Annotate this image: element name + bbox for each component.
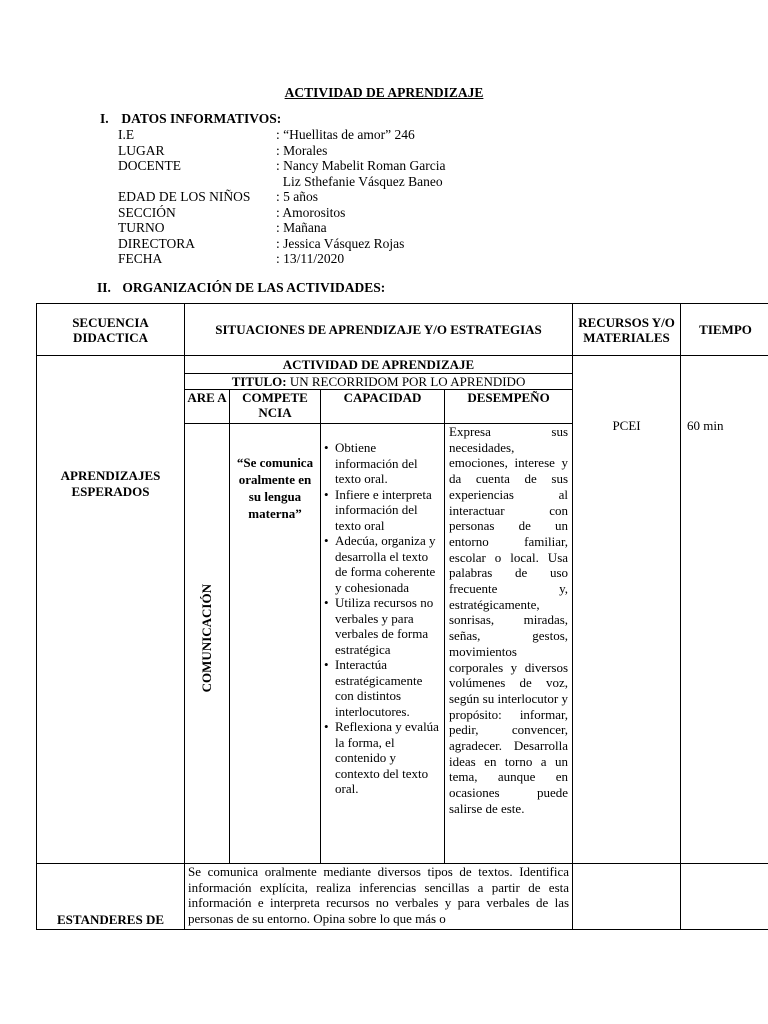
empty-cell bbox=[681, 864, 768, 930]
capacidad-cell bbox=[321, 424, 445, 864]
info-value: Liz Sthefanie Vásquez Baneo bbox=[276, 173, 443, 189]
recursos-value: PCEI bbox=[573, 356, 681, 864]
info-row-fecha bbox=[118, 251, 445, 267]
document-title: ACTIVIDAD DE APRENDIZAJE bbox=[284, 85, 484, 100]
section-datos-heading bbox=[100, 111, 281, 127]
empty-cell bbox=[37, 356, 185, 374]
col-competencia-header: COMPETE NCIA bbox=[230, 390, 321, 424]
info-label: SECCIÓN bbox=[118, 204, 176, 220]
section-label: DATOS INFORMATIVOS: bbox=[121, 111, 282, 126]
info-value: : “Huellitas de amor” 246 bbox=[276, 127, 415, 142]
list-item: • Utiliza recursos no verbales y para verbales de forma estratégica bbox=[322, 595, 442, 657]
header-tiempo: TIEMPO bbox=[681, 304, 768, 356]
list-item: • Interactúa estratégicamente con distintos interlocutores. bbox=[322, 657, 442, 719]
info-row-docente bbox=[118, 158, 445, 174]
info-label: EDAD DE LOS NIÑOS bbox=[118, 189, 251, 204]
competencia-value: “Se comunica oralmente en su lengua materna” bbox=[230, 424, 321, 864]
titulo-value: UN RECORRIDOM POR LO APRENDIDO bbox=[286, 373, 526, 389]
area-cell bbox=[185, 424, 230, 864]
capacidad-list bbox=[322, 440, 442, 797]
col-desempeno-header: DESEMPEÑO bbox=[445, 390, 573, 424]
info-value: : Morales bbox=[276, 142, 328, 158]
info-row-ie bbox=[118, 127, 445, 143]
info-label: DIRECTORA bbox=[118, 235, 196, 251]
estandar-value: Se comunica oralmente mediante diversos tipos de textos. Identifica información explícita, realiza inferencias sencillas a partir de esta información e interpreta recursos no verbales y para verbales de las personas de su entorno. Opina sobre lo que más o bbox=[185, 864, 573, 930]
table-row-actividad bbox=[37, 356, 768, 374]
info-row-turno bbox=[118, 220, 445, 236]
info-block bbox=[118, 127, 445, 267]
info-row-docente-2 bbox=[118, 174, 445, 190]
col-capacidad-header: CAPACIDAD bbox=[321, 390, 445, 424]
area-value: COMUNICACIÓN bbox=[199, 584, 214, 693]
info-value: : Mañana bbox=[276, 220, 327, 235]
info-value: : Jessica Vásquez Rojas bbox=[276, 235, 405, 251]
info-label bbox=[118, 174, 276, 190]
info-label: TURNO bbox=[118, 220, 165, 235]
section-label: ORGANIZACIÓN DE LAS ACTIVIDADES: bbox=[122, 280, 386, 295]
table-header-row bbox=[37, 304, 768, 356]
estandares-label: ESTANDERES DE bbox=[37, 864, 185, 930]
info-value: : Nancy Mabelit Roman Garcia bbox=[276, 158, 446, 173]
info-row-seccion bbox=[118, 205, 445, 221]
info-value: : 13/11/2020 bbox=[276, 251, 345, 266]
list-item: • Adecúa, organiza y desarrolla el texto de forma coherente y cohesionada bbox=[322, 533, 442, 595]
header-secuencia: SECUENCIA DIDACTICA bbox=[37, 304, 185, 356]
section-organizacion-heading bbox=[97, 280, 385, 296]
desempeno-value: Expresa sus necesidades, emociones, interese y da cuenta de sus experiencias al interactuar con personas de un entorno familiar, escolar o local. Usa palabras de uso frecuente y, estratégicamente, sonrisas, miradas, señas, gestos, movimientos corporales y diversos volúmenes de voz, según su interlocutor y propósito: informar, pedir, convencer, agradecer. Desarrolla ideas en torno a un tema, aunque en ocasiones puede salirse de este. bbox=[445, 424, 573, 864]
info-label: FECHA bbox=[118, 251, 163, 266]
header-recursos: RECURSOS Y/O MATERIALES bbox=[573, 304, 681, 356]
info-row-lugar bbox=[118, 143, 445, 159]
activities-table bbox=[36, 303, 768, 930]
info-label: I.E bbox=[118, 127, 135, 142]
list-item: • Infiere e interpreta información del texto oral bbox=[322, 487, 442, 534]
titulo-label: TITULO: bbox=[231, 373, 287, 389]
empty-cell bbox=[573, 864, 681, 930]
info-label: LUGAR bbox=[118, 142, 165, 158]
list-item: • Reflexiona y evalúa la forma, el contenido y contexto del texto oral. bbox=[322, 719, 442, 797]
info-value: : Amorositos bbox=[276, 204, 346, 220]
section-number: II. bbox=[97, 280, 111, 295]
tiempo-value: 60 min bbox=[681, 356, 768, 864]
info-label: DOCENTE bbox=[118, 158, 181, 173]
section-number: I. bbox=[100, 111, 109, 126]
info-row-directora bbox=[118, 236, 445, 252]
col-area-header: ARE A bbox=[185, 390, 230, 424]
aprendizajes-label: APRENDIZAJES ESPERADOS bbox=[37, 374, 185, 864]
header-situaciones: SITUACIONES DE APRENDIZAJE Y/O ESTRATEGIAS bbox=[185, 304, 573, 356]
titulo-cell bbox=[185, 374, 573, 390]
info-row-edad bbox=[118, 189, 445, 205]
table-row-estandares bbox=[37, 864, 768, 930]
actividad-label: ACTIVIDAD DE APRENDIZAJE bbox=[185, 356, 573, 374]
info-value: : 5 años bbox=[276, 189, 318, 204]
list-item: • Obtiene información del texto oral. bbox=[322, 440, 442, 487]
